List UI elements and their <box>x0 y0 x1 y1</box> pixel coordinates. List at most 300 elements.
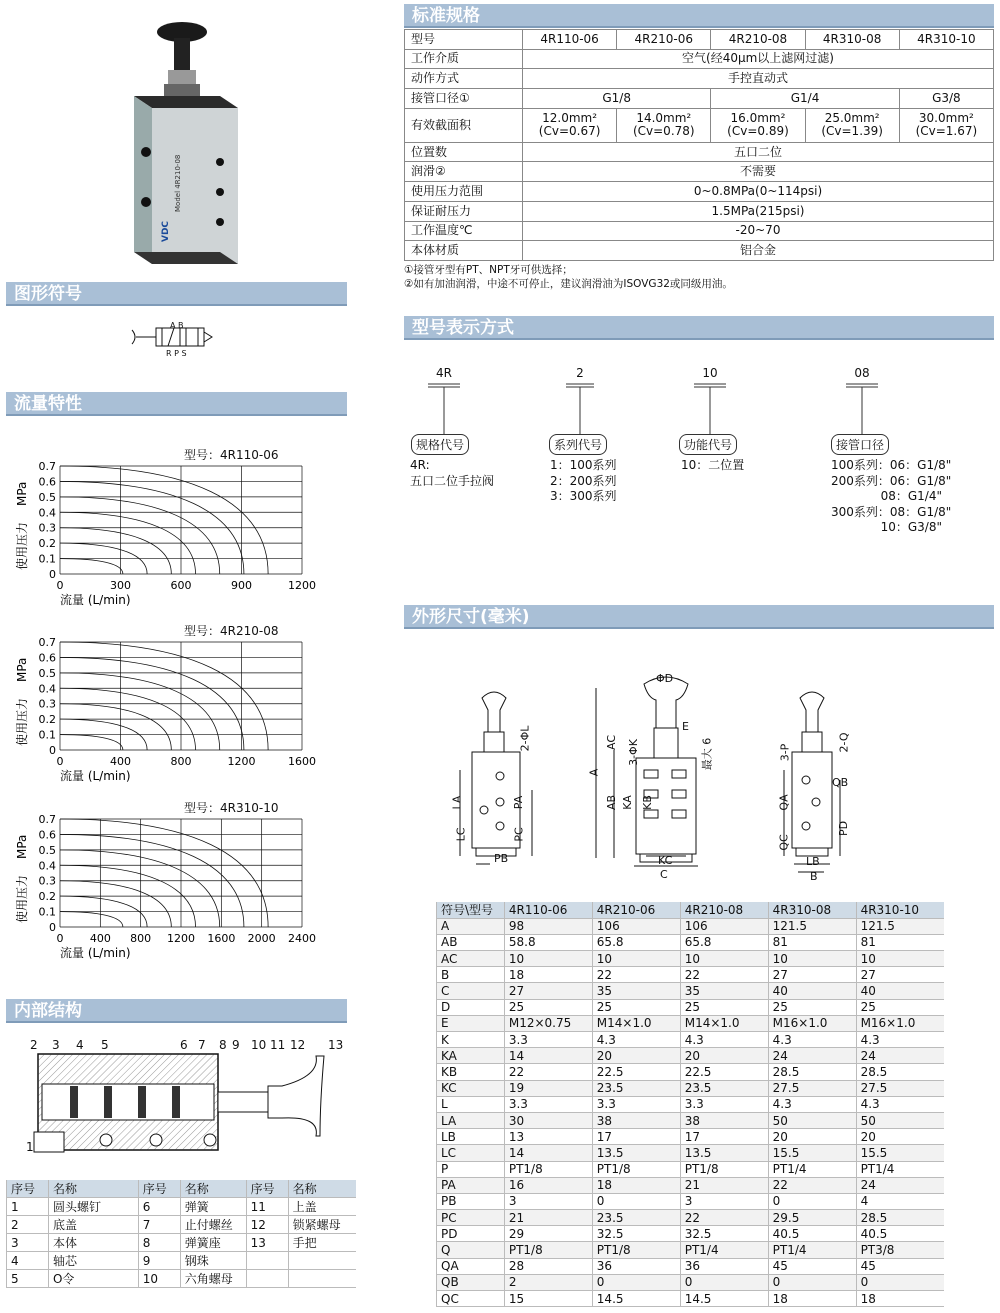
dimension-label: KB <box>640 795 654 810</box>
flow-curve <box>60 704 171 750</box>
dim-cell: PT1/4 <box>856 1161 944 1177</box>
x-tick-label: 0 <box>56 755 64 768</box>
spec-lube-label: 润滑② <box>405 162 523 182</box>
spec-pressure-label: 使用压力范围 <box>405 182 523 202</box>
dim-cell: 81 <box>856 934 944 950</box>
dim-cell: 17 <box>680 1129 768 1145</box>
dim-cell: M14×1.0 <box>680 1015 768 1031</box>
flow-chart <box>8 809 348 969</box>
y-axis-label: 使用压力 <box>15 874 29 923</box>
dim-cell: 25 <box>680 999 768 1015</box>
spec-header-model: 4R310-10 <box>899 30 993 50</box>
spec-area-cell <box>617 108 711 142</box>
y-tick-label: 0.1 <box>38 728 56 742</box>
dimension-label: AC <box>605 734 619 751</box>
y-tick-label: 0.6 <box>38 828 56 842</box>
section-internal: 内部结构 <box>6 999 347 1023</box>
y-tick-label: 0.4 <box>38 506 56 520</box>
part-callout-number: 13 <box>328 1038 344 1052</box>
dim-cell: 98 <box>504 918 592 934</box>
y-axis-unit: MPa <box>15 657 29 682</box>
dim-cell: 19 <box>504 1080 592 1096</box>
spec-area-value: 25.0mm² <box>824 111 880 126</box>
dim-cell: 106 <box>592 918 680 934</box>
dim-cell: 15 <box>504 1291 592 1307</box>
table-row <box>7 1270 357 1288</box>
dimension-label: PC <box>512 827 526 842</box>
dim-cell: 36 <box>592 1258 680 1274</box>
part-callout-number: 11 <box>270 1038 286 1052</box>
spec-position-value: 五口二位 <box>523 142 994 162</box>
dim-cell: PC <box>437 1210 505 1226</box>
dimension-label: AB <box>605 794 619 811</box>
spec-action-label: 动作方式 <box>405 69 523 89</box>
y-tick-label: 0.4 <box>38 682 56 696</box>
dim-cell: P <box>437 1161 505 1177</box>
spec-cv-value: (Cv=0.89) <box>727 124 789 139</box>
table-row <box>437 1048 945 1064</box>
flow-curve <box>60 673 220 750</box>
dim-cell: 20 <box>856 1129 944 1145</box>
spec-action-value: 手控直动式 <box>523 69 994 89</box>
dim-cell: QC <box>437 1291 505 1307</box>
dim-header-cell: 符号\型号 <box>437 902 505 918</box>
parts-cell: 12 <box>246 1216 288 1234</box>
spec-header-model: 4R110-06 <box>523 30 617 50</box>
y-tick-label: 0.6 <box>38 475 56 489</box>
dimension-label: 3-P <box>778 743 792 762</box>
dim-cell: 16 <box>504 1177 592 1193</box>
x-tick-label: 2400 <box>288 932 316 945</box>
x-tick-label: 2000 <box>247 932 276 945</box>
spec-port-value: G1/8 <box>523 89 711 109</box>
dim-cell: 14.5 <box>680 1291 768 1307</box>
dim-header-cell: 4R110-06 <box>504 902 592 918</box>
table-row <box>437 1064 945 1080</box>
dimension-label: C <box>660 868 668 881</box>
dim-cell: PT1/8 <box>504 1161 592 1177</box>
parts-cell: 六角螺母 <box>180 1270 246 1288</box>
parts-cell: 手把 <box>288 1234 356 1252</box>
dim-cell: 15.5 <box>856 1145 944 1161</box>
parts-cell: 4 <box>7 1252 49 1270</box>
part-callout-number: 1 <box>26 1140 34 1154</box>
table-row <box>437 1291 945 1307</box>
symbol-top-labels: A B <box>170 321 184 330</box>
spec-header-model: 4R310-08 <box>805 30 899 50</box>
dim-cell: 4 <box>856 1193 944 1209</box>
dim-cell: 13.5 <box>680 1145 768 1161</box>
parts-header-cell: 序号 <box>138 1180 180 1198</box>
dim-cell: 24 <box>856 1048 944 1064</box>
dim-cell: A <box>437 918 505 934</box>
dim-cell: 40 <box>856 983 944 999</box>
dimension-label: 2-ΦL <box>518 725 532 752</box>
parts-cell: 1 <box>7 1198 49 1216</box>
dim-cell: 65.8 <box>680 934 768 950</box>
table-row <box>437 1145 945 1161</box>
table-row <box>7 1234 357 1252</box>
dim-cell: 32.5 <box>592 1226 680 1242</box>
dim-cell: M16×1.0 <box>856 1015 944 1031</box>
part-callout-number: 8 <box>219 1038 227 1052</box>
table-row <box>437 1226 945 1242</box>
x-axis-label: 流量 (L/min) <box>60 946 131 960</box>
dim-cell: 20 <box>592 1048 680 1064</box>
y-tick-label: 0 <box>49 744 56 757</box>
desc-series-code: 1：100系列 2：200系列 3：300系列 <box>550 458 617 503</box>
label-series-code: 系列代号 <box>549 434 607 455</box>
parts-cell: 止付螺丝 <box>180 1216 246 1234</box>
spec-table <box>404 29 994 261</box>
dim-cell: 22.5 <box>680 1064 768 1080</box>
dim-cell: 15.5 <box>768 1145 856 1161</box>
dim-cell: M14×1.0 <box>592 1015 680 1031</box>
y-tick-label: 0.4 <box>38 859 56 873</box>
spec-material-label: 本体材质 <box>405 241 523 261</box>
parts-cell: 6 <box>138 1198 180 1216</box>
table-row <box>7 1198 357 1216</box>
dim-cell: PT1/8 <box>592 1242 680 1258</box>
dim-cell: AC <box>437 951 505 967</box>
symbol-bottom-labels: R P S <box>166 349 187 358</box>
table-row <box>437 1210 945 1226</box>
dim-cell: M16×1.0 <box>768 1015 856 1031</box>
x-tick-label: 400 <box>110 755 131 768</box>
section-flow: 流量特性 <box>6 392 347 416</box>
spec-medium-label: 工作介质 <box>405 49 523 69</box>
dim-header-cell: 4R310-10 <box>856 902 944 918</box>
parts-cell: 2 <box>7 1216 49 1234</box>
y-tick-label: 0.3 <box>38 697 56 711</box>
x-axis-label: 流量 (L/min) <box>60 593 131 607</box>
dim-cell: 4.3 <box>680 1032 768 1048</box>
dimension-label: 最大 6 <box>700 737 714 771</box>
dim-cell: 0 <box>768 1274 856 1290</box>
dim-cell: 35 <box>592 983 680 999</box>
dim-cell: 28.5 <box>856 1064 944 1080</box>
dimension-label: 2-Q <box>837 732 851 753</box>
parts-cell: 弹簧 <box>180 1198 246 1216</box>
spec-cv-value: (Cv=1.39) <box>821 124 883 139</box>
dimension-label: QC <box>777 834 791 851</box>
spec-header-label: 型号 <box>405 30 523 50</box>
dim-cell: 29.5 <box>768 1210 856 1226</box>
y-tick-label: 0.2 <box>38 537 56 551</box>
y-tick-label: 0.7 <box>38 460 56 473</box>
dim-cell: 40.5 <box>768 1226 856 1242</box>
dim-cell: PT1/8 <box>592 1161 680 1177</box>
dim-cell: 23.5 <box>680 1080 768 1096</box>
dim-cell: 14 <box>504 1145 592 1161</box>
section-model-code: 型号表示方式 <box>404 316 994 340</box>
y-axis-unit: MPa <box>15 481 29 506</box>
dim-cell: 10 <box>504 951 592 967</box>
dim-cell: 21 <box>680 1177 768 1193</box>
parts-cell: 圆头螺钉 <box>48 1198 138 1216</box>
parts-cell: 13 <box>246 1234 288 1252</box>
spec-proof-label: 保证耐压力 <box>405 201 523 221</box>
label-spec-code: 规格代号 <box>411 434 469 455</box>
spec-area-cell <box>711 108 805 142</box>
x-tick-label: 900 <box>231 579 252 592</box>
parts-header-cell: 名称 <box>48 1180 138 1198</box>
dim-cell: 23.5 <box>592 1080 680 1096</box>
dim-cell: 24 <box>768 1048 856 1064</box>
part-callout-number: 9 <box>232 1038 240 1052</box>
dim-cell: 22 <box>680 967 768 983</box>
dim-cell: LA <box>437 1112 505 1128</box>
dim-cell: 27 <box>856 967 944 983</box>
x-tick-label: 400 <box>89 932 111 945</box>
dim-cell: QA <box>437 1258 505 1274</box>
dim-cell: 0 <box>680 1274 768 1290</box>
spec-medium-value: 空气(经40μm以上滤网过滤) <box>523 49 994 69</box>
parts-cell: 轴芯 <box>48 1252 138 1270</box>
spec-temp-label: 工作温度℃ <box>405 221 523 241</box>
dimension-label: LB <box>806 855 820 868</box>
flow-curve <box>60 735 123 750</box>
dim-cell: 18 <box>504 967 592 983</box>
y-tick-label: 0.5 <box>38 666 56 680</box>
y-tick-label: 0.5 <box>38 490 56 504</box>
dim-cell: 81 <box>768 934 856 950</box>
y-tick-label: 0.3 <box>38 874 56 888</box>
dim-cell: 36 <box>680 1258 768 1274</box>
dim-cell: 25 <box>504 999 592 1015</box>
note-thread: ①接管牙型有PT、NPT牙可供选择； <box>404 264 573 276</box>
dim-cell: PT1/8 <box>504 1242 592 1258</box>
dim-cell: 14.5 <box>592 1291 680 1307</box>
y-tick-label: 0.7 <box>38 813 56 826</box>
dim-cell: L <box>437 1096 505 1112</box>
dim-cell: 28.5 <box>856 1210 944 1226</box>
parts-header-cell: 名称 <box>288 1180 356 1198</box>
dim-cell: 22.5 <box>592 1064 680 1080</box>
dim-cell: 3.3 <box>504 1032 592 1048</box>
dim-cell: E <box>437 1015 505 1031</box>
dim-cell: 27.5 <box>856 1080 944 1096</box>
dim-cell: LB <box>437 1129 505 1145</box>
spec-area-value: 12.0mm² <box>542 111 598 126</box>
dim-cell: 4.3 <box>768 1096 856 1112</box>
table-row <box>437 1161 945 1177</box>
spec-temp-value: -20~70 <box>523 221 994 241</box>
parts-cell: 锁紧螺母 <box>288 1216 356 1234</box>
table-row <box>437 934 945 950</box>
dimension-label: KA <box>620 795 634 810</box>
parts-cell: 3 <box>7 1234 49 1252</box>
dim-cell: 10 <box>592 951 680 967</box>
part-callout-number: 2 <box>30 1038 38 1052</box>
dim-cell: 30 <box>504 1112 592 1128</box>
dim-cell: 50 <box>856 1112 944 1128</box>
svg-text:Model 4R210-08: Model 4R210-08 <box>174 154 182 212</box>
spec-proof-value: 1.5MPa(215psi) <box>523 201 994 221</box>
chart-title: 型号：4R210-08 <box>184 624 279 638</box>
table-row <box>437 1112 945 1128</box>
dim-cell: KC <box>437 1080 505 1096</box>
table-row <box>7 1252 357 1270</box>
dim-cell: 20 <box>768 1129 856 1145</box>
part-callout-number: 12 <box>290 1038 306 1052</box>
dimension-label: QB <box>832 776 849 789</box>
spec-header-model: 4R210-08 <box>711 30 805 50</box>
dim-cell: PT1/4 <box>768 1242 856 1258</box>
dim-cell: 27 <box>768 967 856 983</box>
dim-cell: 20 <box>680 1048 768 1064</box>
dim-cell: 3 <box>680 1193 768 1209</box>
parts-cell: 9 <box>138 1252 180 1270</box>
parts-cell: O令 <box>48 1270 138 1288</box>
table-row <box>437 1258 945 1274</box>
dim-cell: 25 <box>592 999 680 1015</box>
dim-cell: 0 <box>856 1274 944 1290</box>
table-row <box>437 999 945 1015</box>
code-function: 10 <box>702 366 718 380</box>
spec-area-value: 30.0mm² <box>918 111 974 126</box>
x-tick-label: 1200 <box>227 755 256 768</box>
dim-header-cell: 4R210-08 <box>680 902 768 918</box>
dim-cell: 3.3 <box>680 1096 768 1112</box>
dim-cell: 3 <box>504 1193 592 1209</box>
dim-cell: 38 <box>680 1112 768 1128</box>
flow-chart <box>8 632 348 792</box>
dim-cell: 13.5 <box>592 1145 680 1161</box>
chart-title: 型号：4R310-10 <box>184 801 279 815</box>
parts-header-cell: 名称 <box>180 1180 246 1198</box>
dim-cell: 32.5 <box>680 1226 768 1242</box>
dimension-label: PB <box>494 852 509 865</box>
dim-cell: 106 <box>680 918 768 934</box>
part-callout-number: 6 <box>180 1038 188 1052</box>
dim-header-cell: 4R210-06 <box>592 902 680 918</box>
flow-curve <box>60 912 123 927</box>
dimension-label: 3-ΦK <box>626 739 640 766</box>
dim-header-cell: 4R310-08 <box>768 902 856 918</box>
dim-cell: 18 <box>856 1291 944 1307</box>
dim-cell: 0 <box>592 1274 680 1290</box>
dim-cell: 25 <box>768 999 856 1015</box>
spec-pressure-value: 0~0.8MPa(0~114psi) <box>523 182 994 202</box>
table-row <box>437 1096 945 1112</box>
spec-cv-value: (Cv=0.78) <box>632 124 695 139</box>
dim-cell: 4.3 <box>856 1032 944 1048</box>
part-callout-number: 10 <box>251 1038 267 1052</box>
dimension-label: PD <box>837 820 851 837</box>
dim-cell: 22 <box>592 967 680 983</box>
parts-header-cell: 序号 <box>7 1180 49 1198</box>
flow-chart <box>8 456 348 616</box>
x-tick-label: 0 <box>56 579 64 592</box>
code-series: 2 <box>576 366 584 380</box>
dim-cell: 22 <box>504 1064 592 1080</box>
table-row <box>437 983 945 999</box>
dim-cell: PT3/8 <box>856 1242 944 1258</box>
table-row <box>437 1274 945 1290</box>
dim-cell: PT1/8 <box>680 1161 768 1177</box>
part-callout-number: 3 <box>52 1038 60 1052</box>
internal-structure-drawing <box>20 1036 350 1162</box>
x-axis-label: 流量 (L/min) <box>60 769 131 783</box>
dim-cell: M12×0.75 <box>504 1015 592 1031</box>
spec-area-value: 16.0mm² <box>730 111 786 126</box>
dim-cell: 45 <box>768 1258 856 1274</box>
dim-cell: 121.5 <box>856 918 944 934</box>
dim-cell: 28 <box>504 1258 592 1274</box>
parts-cell: 底盖 <box>48 1216 138 1234</box>
dim-cell: 121.5 <box>768 918 856 934</box>
y-axis-label: 使用压力 <box>15 521 29 570</box>
dim-cell: 45 <box>856 1258 944 1274</box>
part-callout-number: 5 <box>101 1038 109 1052</box>
parts-cell <box>288 1270 356 1288</box>
table-row <box>437 1242 945 1258</box>
dim-cell: LC <box>437 1145 505 1161</box>
chart-title: 型号：4R110-06 <box>184 448 279 462</box>
y-tick-label: 0.5 <box>38 843 56 857</box>
spec-material-value: 铝合金 <box>523 241 994 261</box>
dim-cell: 13 <box>504 1129 592 1145</box>
dim-cell: 10 <box>856 951 944 967</box>
y-tick-label: 0 <box>49 921 56 934</box>
x-tick-label: 600 <box>170 579 192 592</box>
parts-cell: 上盖 <box>288 1198 356 1216</box>
y-axis-unit: MPa <box>15 834 29 859</box>
dim-cell: KA <box>437 1048 505 1064</box>
dimension-label: B <box>810 870 818 883</box>
dim-cell: K <box>437 1032 505 1048</box>
x-tick-label: 800 <box>130 932 152 945</box>
dim-cell: 4.3 <box>768 1032 856 1048</box>
note-lube: ②如有加油润滑，中途不可停止，建议润滑油为ISOVG32或同级用油。 <box>404 278 733 290</box>
code-port: 08 <box>854 366 870 380</box>
parts-cell: 5 <box>7 1270 49 1288</box>
dimension-label: KC <box>658 854 673 867</box>
dim-cell: 65.8 <box>592 934 680 950</box>
part-callout-number: 4 <box>76 1038 84 1052</box>
spec-port-value: G3/8 <box>899 89 993 109</box>
flow-curve <box>60 497 220 574</box>
spec-port-label: 接管口径① <box>405 89 523 109</box>
table-row <box>437 1193 945 1209</box>
part-callout-number: 7 <box>198 1038 206 1052</box>
dimension-label: A <box>587 768 601 777</box>
flow-curve <box>60 559 123 574</box>
y-tick-label: 0 <box>49 568 56 581</box>
table-row <box>437 1080 945 1096</box>
dim-cell: 10 <box>680 951 768 967</box>
dimension-label: ΦD <box>656 672 674 685</box>
dim-cell: 23.5 <box>592 1210 680 1226</box>
dimension-label: LA <box>450 795 464 810</box>
spec-area-cell <box>523 108 617 142</box>
desc-port-code: 100系列：06：G1/8" 200系列：06：G1/8" 08：G1/4" 300系列：08：G1/8" 10：G3/8" <box>831 458 952 534</box>
code-series-type: 4R <box>436 366 452 380</box>
parts-cell: 8 <box>138 1234 180 1252</box>
dimension-table <box>436 902 944 1307</box>
spec-area-cell <box>899 108 993 142</box>
dim-cell: 4.3 <box>592 1032 680 1048</box>
parts-table <box>6 1180 356 1288</box>
dim-cell: PT1/4 <box>768 1161 856 1177</box>
dim-cell: 21 <box>504 1210 592 1226</box>
parts-header-cell: 序号 <box>246 1180 288 1198</box>
dim-cell: 25 <box>856 999 944 1015</box>
parts-cell: 11 <box>246 1198 288 1216</box>
dim-cell: Q <box>437 1242 505 1258</box>
svg-text:VDC: VDC <box>161 220 171 242</box>
